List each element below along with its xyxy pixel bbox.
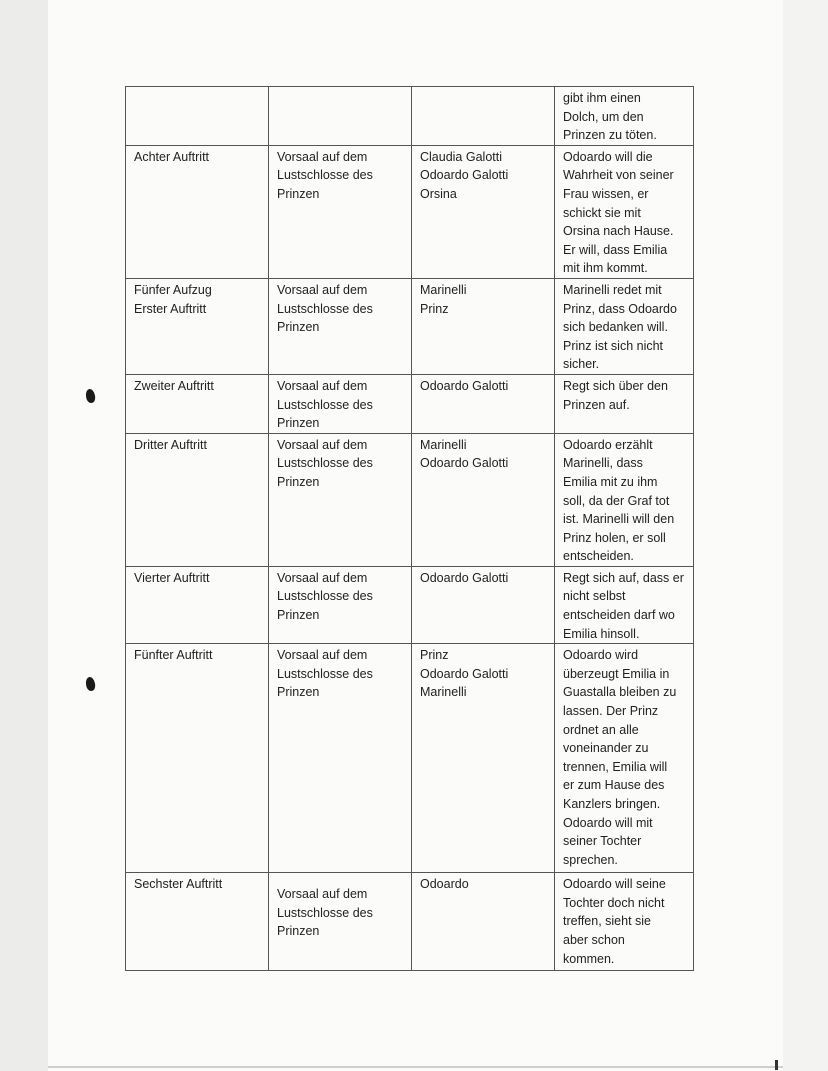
table-row	[126, 145, 694, 278]
table-row	[126, 566, 694, 643]
location-cell: Vorsaal auf dem Lustschlosse des Prinzen	[269, 644, 412, 873]
scene-cell: Sechster Auftritt	[126, 873, 269, 971]
content-cell: gibt ihm einen Dolch, um den Prinzen zu töten.	[555, 87, 694, 146]
content-cell: Regt sich auf, dass er nicht selbst entscheiden darf wo Emilia hinsoll.	[555, 566, 694, 643]
scan-edge	[0, 0, 48, 1071]
page-bottom-edge	[48, 1066, 783, 1068]
table-row	[126, 278, 694, 374]
persons-cell: Claudia Galotti Odoardo Galotti Orsina	[412, 145, 555, 278]
scene-cell: Zweiter Auftritt	[126, 374, 269, 433]
persons-cell: Marinelli Odoardo Galotti	[412, 433, 555, 566]
content-cell: Odoardo will die Wahrheit von seiner Frau wissen, er schickt sie mit Orsina nach Hause. Er will, dass Emilia mit ihm kommt.	[555, 145, 694, 278]
location-cell	[269, 87, 412, 146]
scene-cell	[126, 87, 269, 146]
persons-cell: Odoardo	[412, 873, 555, 971]
scene-cell: Achter Auftritt	[126, 145, 269, 278]
scene-table	[125, 86, 694, 971]
location-cell: Vorsaal auf dem Lustschlosse des Prinzen	[269, 566, 412, 643]
table-row	[126, 374, 694, 433]
scene-cell: Vierter Auftritt	[126, 566, 269, 643]
scan-mark	[775, 1060, 778, 1070]
location-cell: Vorsaal auf dem Lustschlosse des Prinzen	[269, 433, 412, 566]
scene-cell: Fünfter Auftritt	[126, 644, 269, 873]
content-cell: Marinelli redet mit Prinz, dass Odoardo sich bedanken will. Prinz ist sich nicht sicher.	[555, 278, 694, 374]
persons-cell: Odoardo Galotti	[412, 566, 555, 643]
content-cell: Odoardo wird überzeugt Emilia in Guastalla bleiben zu lassen. Der Prinz ordnet an alle voneinander zu trennen, Emilia will er zum Hause des Kanzlers bringen. Odoardo will mit seiner Tochter sprechen.	[555, 644, 694, 873]
persons-cell: Prinz Odoardo Galotti Marinelli	[412, 644, 555, 873]
location-cell: Vorsaal auf dem Lustschlosse des Prinzen	[269, 145, 412, 278]
content-cell: Odoardo erzählt Marinelli, dass Emilia mit zu ihm soll, da der Graf tot ist. Marinelli will den Prinz holen, er soll entscheiden.	[555, 433, 694, 566]
scene-cell: Dritter Auftritt	[126, 433, 269, 566]
table-row	[126, 87, 694, 146]
persons-cell	[412, 87, 555, 146]
location-cell: Vorsaal auf dem Lustschlosse des Prinzen	[269, 374, 412, 433]
persons-cell: Marinelli Prinz	[412, 278, 555, 374]
scene-cell: Fünfer Aufzug Erster Auftritt	[126, 278, 269, 374]
persons-cell: Odoardo Galotti	[412, 374, 555, 433]
table-row	[126, 644, 694, 873]
table-row	[126, 873, 694, 971]
table-row	[126, 433, 694, 566]
content-cell: Odoardo will seine Tochter doch nicht treffen, sieht sie aber schon kommen.	[555, 873, 694, 971]
location-cell: Vorsaal auf dem Lustschlosse des Prinzen	[269, 873, 412, 971]
location-cell: Vorsaal auf dem Lustschlosse des Prinzen	[269, 278, 412, 374]
content-cell: Regt sich über den Prinzen auf.	[555, 374, 694, 433]
